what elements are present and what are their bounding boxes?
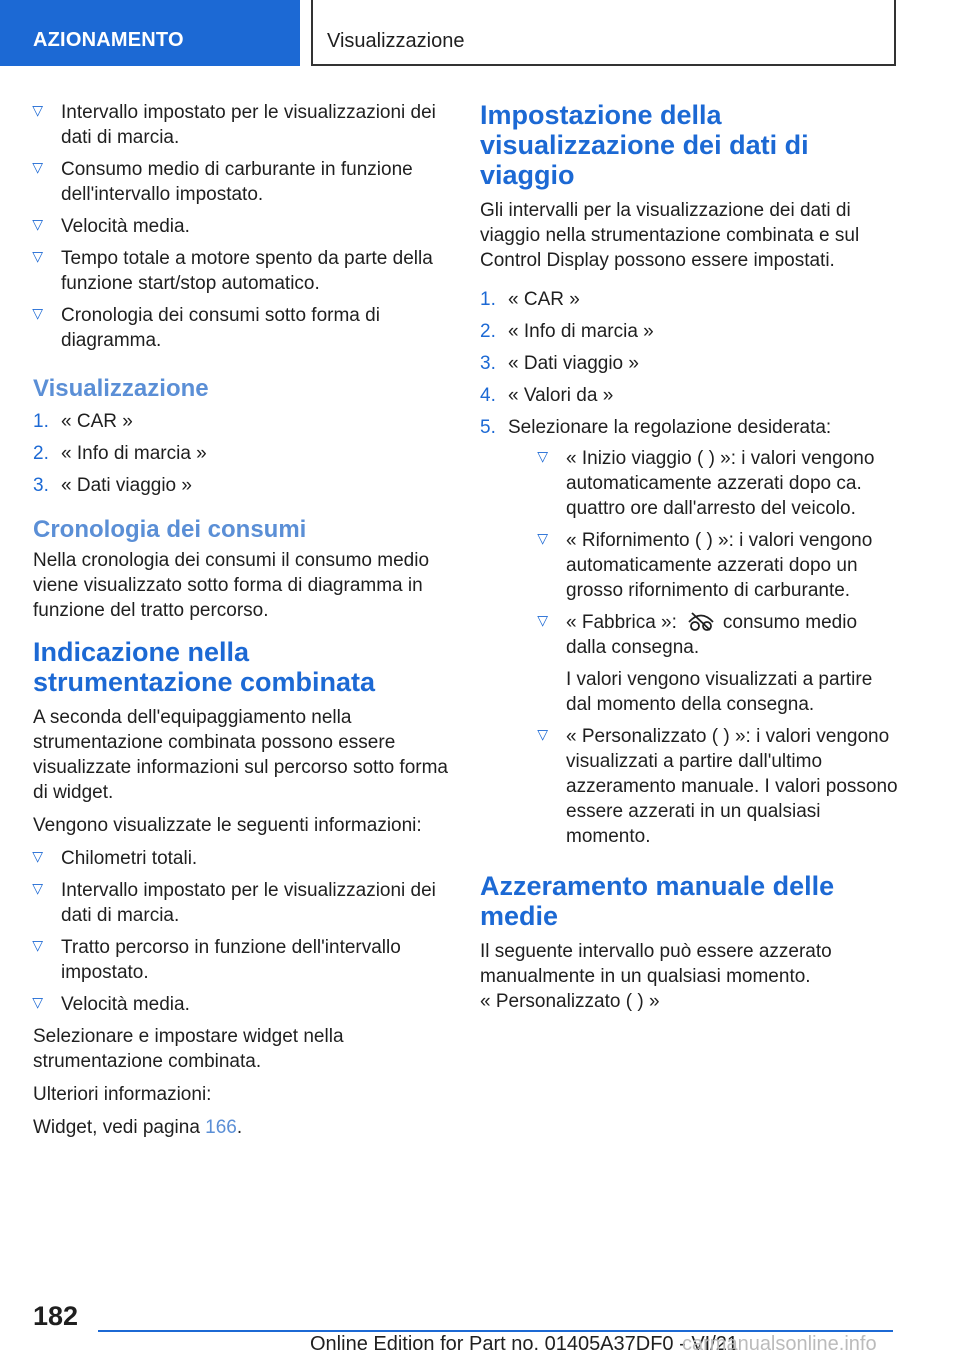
azzeramento-item: « Personalizzato ( ) » (480, 991, 660, 1012)
sub-options-list-2 (508, 724, 900, 849)
step-number: 1. (33, 411, 49, 432)
option-rifornimento: ▷ « Rifornimento ( ) »: i valori vengono automaticamente azzerati dopo un grosso rifornimento di carburante. (538, 528, 900, 603)
bullet-list-indicazione (33, 846, 448, 1017)
list-item (480, 415, 900, 849)
step-number: 1. (480, 289, 496, 310)
footer-edition: Online Edition for Part no. 01405A37DF0 - VI/21 (310, 1333, 739, 1355)
list-item (480, 287, 900, 312)
left-column (33, 100, 448, 1148)
step-number: 3. (480, 353, 496, 374)
option-personalizzato: ▷ « Personalizzato ( ) »: i valori vengono visualizzati a partire dall'ultimo azzeramento manuale. I valori possono essere azzerati in un qualsiasi momento. (538, 724, 900, 849)
page-number: 182 (33, 1301, 79, 1331)
option-inizio-viaggio: ▷ « Inizio viaggio ( ) »: i valori vengono automaticamente azzerati dopo ca. quattro ore dall'arresto del veicolo. (538, 446, 900, 521)
step-text: « Info di marcia » (508, 321, 654, 342)
list-item: ▷ Velocità media. (33, 992, 448, 1017)
steps-impostazione (480, 287, 900, 849)
paragraph-fabbrica-note: I valori vengono visualizzati a partire dal momento della consegna. (566, 669, 873, 715)
widget-reference-end: . (236, 1117, 243, 1138)
step-text: « CAR » (508, 289, 580, 310)
header-chapter-title: Visualizzazione (327, 30, 465, 52)
paragraph-informazioni: Vengono visualizzate le seguenti informazioni: (33, 815, 422, 836)
step-number: 3. (33, 475, 49, 496)
right-column (480, 100, 900, 1022)
list-item (33, 473, 448, 498)
factory-consumption-icon (687, 611, 715, 631)
list-item: ▷ Chilometri totali. (33, 846, 448, 871)
list-item: ▷ Cronologia dei consumi sotto forma di diagramma. (33, 303, 448, 353)
step-number: 4. (480, 385, 496, 406)
list-item: ▷ Velocità media. (33, 214, 448, 239)
list-item (480, 383, 900, 408)
list-item: ▷ Intervallo impostato per le visualizzazioni dei dati di marcia. (33, 100, 448, 150)
paragraph-ulteriori: Ulteriori informazioni: (33, 1084, 212, 1105)
step-number: 5. (480, 417, 496, 438)
list-item (33, 409, 448, 434)
paragraph-selezionare: Selezionare e impostare widget nella strumentazione combinata. (33, 1026, 344, 1072)
paragraph-impostazione: Gli intervalli per la visualizzazione dei dati di viaggio nella strumentazione combinata e sul Control Display possono essere impostati. (480, 200, 860, 271)
header-chapter-box (311, 0, 896, 66)
list-item (33, 441, 448, 466)
option-fabbrica-label: « Fabbrica »: (566, 612, 677, 633)
footer-divider (98, 1330, 893, 1332)
list-item (480, 351, 900, 376)
heading-visualizzazione: Visualizzazione (33, 375, 209, 402)
step-text: « Valori da » (508, 385, 614, 406)
step-number: 2. (480, 321, 496, 342)
option-fabbrica-text: consumo medio dalla consegna. (566, 612, 858, 658)
widget-reference (33, 1115, 448, 1140)
heading-azzeramento: Azzeramento manuale delle medie (480, 871, 835, 931)
steps-visualizzazione (33, 409, 448, 498)
sub-options-list (508, 446, 900, 660)
step-text: Selezionare la regolazione desiderata: (508, 417, 832, 438)
step-text: « CAR » (61, 411, 133, 432)
bullet-list-top (33, 100, 448, 353)
watermark: carmanualsonline.info (682, 1333, 877, 1355)
list-item: ▷ Consumo medio di carburante in funzione dell'intervallo impostato. (33, 157, 448, 207)
header-section-tab (0, 0, 300, 66)
widget-reference-text: Widget, vedi pagina (33, 1117, 200, 1138)
azzeramento-text: Il seguente intervallo può essere azzerato manualmente in un qualsiasi momento. (480, 941, 832, 987)
step-number: 2. (33, 443, 49, 464)
list-item: ▷ Intervallo impostato per le visualizzazioni dei dati di marcia. (33, 878, 448, 928)
step-text: « Info di marcia » (61, 443, 207, 464)
paragraph-cronologia: Nella cronologia dei consumi il consumo medio viene visualizzato sotto forma di diagramma in funzione del tratto percorso. (33, 550, 430, 621)
list-item: ▷ Tratto percorso in funzione dell'intervallo impostato. (33, 935, 448, 985)
list-item: ▷ Tempo totale a motore spento da parte della funzione start/stop automatico. (33, 246, 448, 296)
heading-impostazione: Impostazione della visualizzazione dei dati di viaggio (480, 100, 809, 190)
header-section-title: AZIONAMENTO (33, 29, 184, 51)
heading-cronologia: Cronologia dei consumi (33, 516, 307, 543)
list-item (480, 319, 900, 344)
paragraph-indicazione: A seconda dell'equipaggiamento nella strumentazione combinata possono essere visualizzate informazioni sul percorso sotto forma di widget. (33, 707, 449, 803)
page-link-166[interactable]: 166 (205, 1117, 237, 1138)
step-text: « Dati viaggio » (508, 353, 639, 374)
paragraph-azzeramento (480, 939, 900, 1014)
option-fabbrica (538, 610, 900, 660)
step-text: « Dati viaggio » (61, 475, 192, 496)
heading-indicazione: Indicazione nella strumentazione combinata (33, 637, 376, 697)
